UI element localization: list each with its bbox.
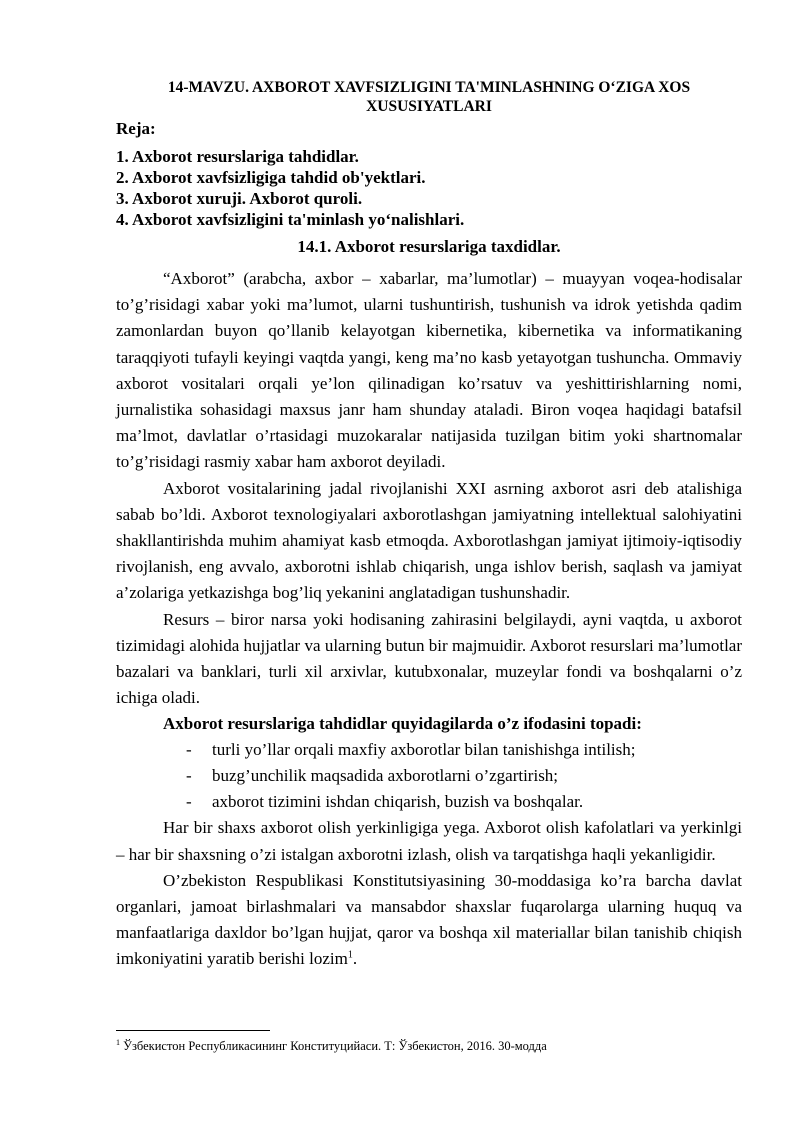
list-item-text: turli yo’llar orqali maxfiy axborotlar bilan tanishishga intilish; (212, 740, 636, 760)
plan-list (116, 146, 742, 230)
paragraph: Har bir shaxs axborot olish yerkinligiga yega. Axborot olish kafolatlari va yerkinlgi – har bir shaxsning o’zi istalgan axborotni izlash, olish va tarqatishga haqli yekanligidir. (116, 818, 742, 864)
list-item-text: buzg’unchilik maqsadida axborotlarni o’zgartirish; (212, 766, 559, 786)
plan-item: 3. Axborot xuruji. Axborot quroli. (116, 189, 363, 208)
footnote (116, 1038, 742, 1054)
list-item (116, 763, 742, 789)
list-item (116, 789, 742, 815)
plan-item: 2. Axborot xavfsizligiga tahdid ob'yektlari. (116, 168, 426, 187)
paragraph: O’zbekiston Respublikasi Konstitutsiyasining 30-moddasiga ko’ra barcha davlat organlari, jamoat birlashmalari va mansabdor shaxslar fuqarolarga ularning huquq va manfaatlariga daxldor bo’lgan hujjat, qaror va boshqa xil materiallar bilan tanishib chiqish imkoniyatini yaratib berishi lozim$^1$. (116, 870, 742, 969)
paragraph: Axborot vositalarining jadal rivojlanishi XXI asrning axborot asri deb atalishiga sabab bo’ldi. Axborot texnologiyalari axborotlashgan jamiyatning intellektual salohiyatini shakllantirishda muhim ahamiyat kasb etmoqda. Axborotlashgan jamiyat ijtimoiy-iqtisodiy rivojlanish, eng avvalo, axborotni ishlab chiqarish, unga ishlov berish, saqlash va jamiyat a’zolariga yetkazishga bog’liq yekanini anglatadigan tushunshadir. (116, 478, 742, 603)
footnote-number: 1 (116, 1037, 120, 1047)
list-item (116, 737, 742, 763)
bullet-marker: - (186, 740, 192, 760)
threats-list (116, 737, 742, 815)
footnote-divider (116, 1030, 270, 1031)
paragraph: Resurs – biror narsa yoki hodisaning zahirasini belgilaydi, ayni vaqtda, u axborot tizimidagi alohida hujjatlar va ularning butun bir majmuidir. Axborot resurslari ma’lumotlar bazalari va banklari, turli xil arxivlar, kutubxonalar, muzeylar fondi va boshqalarni o’z ichiga oladi. (116, 609, 742, 708)
document-page (116, 78, 742, 973)
threats-heading: Axborot resurslariga tahdidlar quyidagilarda o’z ifodasini topadi: (163, 714, 642, 734)
plan-item: 4. Axborot xavfsizligini ta'minlash yo‘nalishlari. (116, 210, 465, 229)
list-item-text: axborot tizimini ishdan chiqarish, buzish va boshqalar. (212, 792, 584, 812)
bullet-marker: - (186, 792, 192, 812)
footnote-text: Ўзбекистон Республикасининг Конституцийаси. Т: Ўзбекистон, 2016. 30-модда (123, 1039, 547, 1053)
page-title: 14-MAVZU. AXBOROT XAVFSIZLIGINI TA'MINLASHNING O‘ZIGA XOS XUSUSIYATLARI (167, 79, 691, 115)
paragraph-text: O’zbekiston Respublikasi Konstitutsiyasining 30-moddasiga ko’ra barcha davlat organlari, jamoat birlashmalari va mansabdor shaxslar fuqarolarga ularning huquq va manfaatlariga daxldor bo’lgan hujjat, qaror va boshqa xil materiallar bilan tanishib chiqish imkoniyatini yaratib berishi lozim (116, 870, 742, 969)
plan-heading: Reja: (116, 119, 156, 138)
paragraph: “Axborot” (arabcha, axbor – xabarlar, ma’lumotlar) – muayyan voqea-hodisalar to’g’risidagi xabar yoki ma’lumot, ularni tushuntirish, tushunish va idrok yetishda qadim zamonlardan buyon qo’llanib kelayotgan kibernetika, kibernetika va informatikaning taraqqiyoti tufayli keyingi vaqtda yangi, keng ma’no kasb yetayotgan tushuncha. Ommaviy axborot vositalari orqali ye’lon qilinadigan ko’rsatuv va yeshittirishlarning nomi, jurnalistika sohasidagi maxsus janr ham shunday ataladi. Biron voqea haqidagi batafsil ma’lmot, davlatlar o’rtasidagi muzokaralar natijasida tuzilgan bitim yoki shartnomalar to’g’risidagi rasmiy xabar ham axborot deyiladi. (116, 269, 742, 472)
footnote-reference: 1 (347, 949, 353, 961)
section-heading: 14.1. Axborot resurslariga taxdidlar. (297, 237, 561, 256)
bullet-marker: - (186, 766, 192, 786)
plan-item: 1. Axborot resurslariga tahdidlar. (116, 147, 359, 166)
